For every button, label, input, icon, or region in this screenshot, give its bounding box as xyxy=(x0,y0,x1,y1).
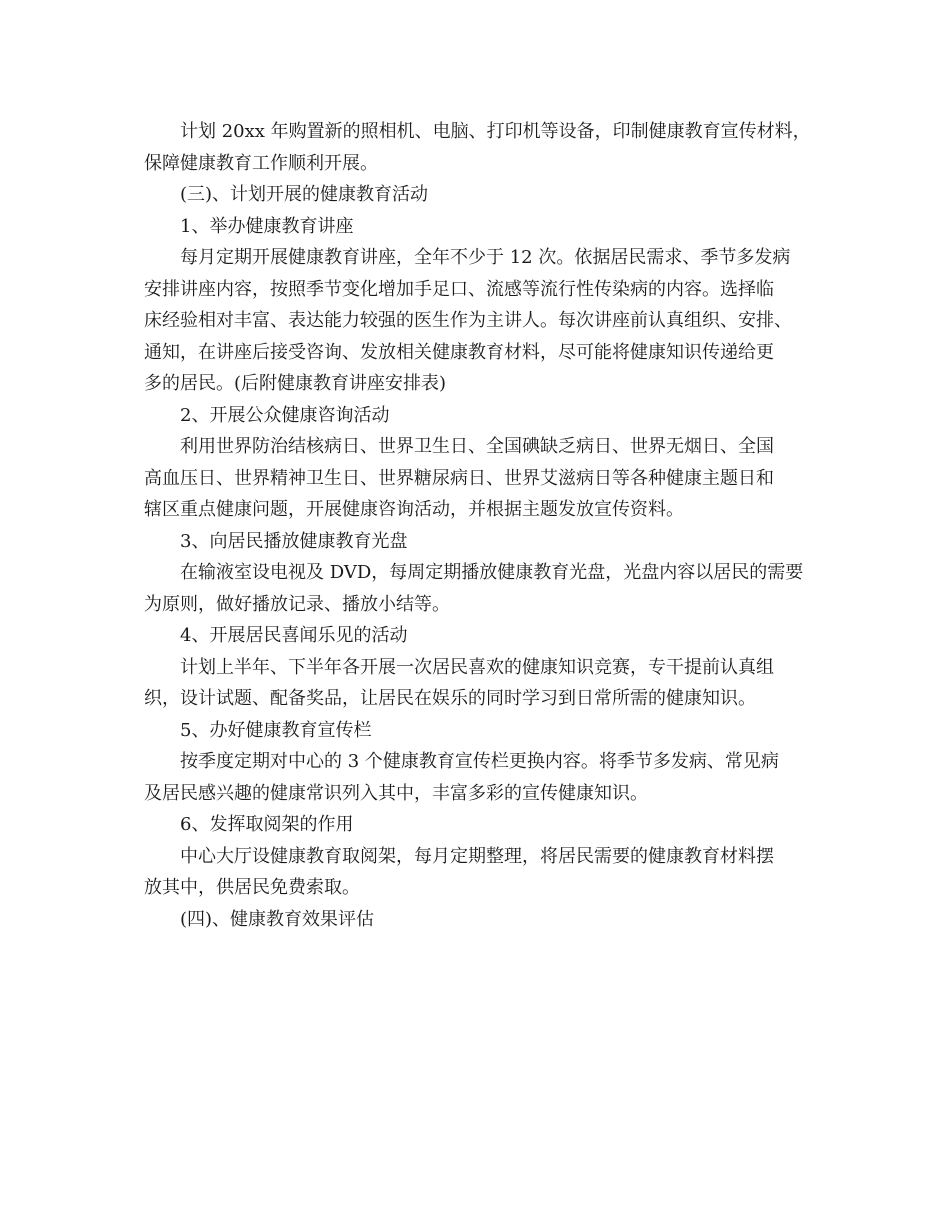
text-line: 安排讲座内容，按照季节变化增加手足口、流感等流行性传染病的内容。选择临 xyxy=(144,278,774,300)
section-heading: (三)、计划开展的健康教育活动 xyxy=(180,184,429,205)
item-heading: 2、开展公众健康咨询活动 xyxy=(180,404,390,426)
item-heading: 1、举办健康教育讲座 xyxy=(180,215,354,237)
text-line: 每月定期开展健康教育讲座，全年不少于 12 次。依据居民需求、季节多发病 xyxy=(180,247,791,268)
text-line: 床经验相对丰富、表达能力较强的医生作为主讲人。每次讲座前认真组织、安排、 xyxy=(144,310,792,331)
text-line: 保障健康教育工作顺利开展。 xyxy=(144,152,378,174)
document-body xyxy=(144,116,814,935)
text-line: 及居民感兴趣的健康常识列入其中，丰富多彩的宣传健康知识。 xyxy=(144,782,648,804)
item-heading: 3、向居民播放健康教育光盘 xyxy=(180,530,408,552)
text-line: 辖区重点健康问题，开展健康咨询活动，并根据主题发放宣传资料。 xyxy=(144,499,684,520)
text-line: 计划 20xx 年购置新的照相机、电脑、打印机等设备，印制健康教育宣传材料， xyxy=(180,121,811,142)
text-line: 计划上半年、下半年各开展一次居民喜欢的健康知识竞赛，专干提前认真组 xyxy=(180,656,774,678)
text-line: 放其中，供居民免费索取。 xyxy=(144,877,360,898)
text-line: 多的居民。(后附健康教育讲座安排表) xyxy=(144,373,447,394)
text-line: 为原则，做好播放记录、播放小结等。 xyxy=(144,593,450,615)
text-line: 在输液室设电视及 DVD，每周定期播放健康教育光盘，光盘内容以居民的需要 xyxy=(180,562,804,583)
text-line: 高血压日、世界精神卫生日、世界糖尿病日、世界艾滋病日等各种健康主题日和 xyxy=(144,467,774,489)
item-heading: 6、发挥取阅架的作用 xyxy=(180,814,354,835)
text-line: 通知，在讲座后接受咨询、发放相关健康教育材料，尽可能将健康知识传递给更 xyxy=(144,341,774,363)
text-line: 按季度定期对中心的 3 个健康教育宣传栏更换内容。将季节多发病、常见病 xyxy=(180,751,779,772)
item-heading: 5、办好健康教育宣传栏 xyxy=(180,719,372,741)
text-line: 利用世界防治结核病日、世界卫生日、全国碘缺乏病日、世界无烟日、全国 xyxy=(180,436,774,457)
item-heading: 4、开展居民喜闻乐见的活动 xyxy=(180,625,408,646)
text-line: 织，设计试题、配备奖品，让居民在娱乐的同时学习到日常所需的健康知识。 xyxy=(144,688,756,709)
section-heading: (四)、健康教育效果评估 xyxy=(180,908,375,930)
text-line: 中心大厅设健康教育取阅架，每月定期整理，将居民需要的健康教育材料摆 xyxy=(180,845,774,867)
